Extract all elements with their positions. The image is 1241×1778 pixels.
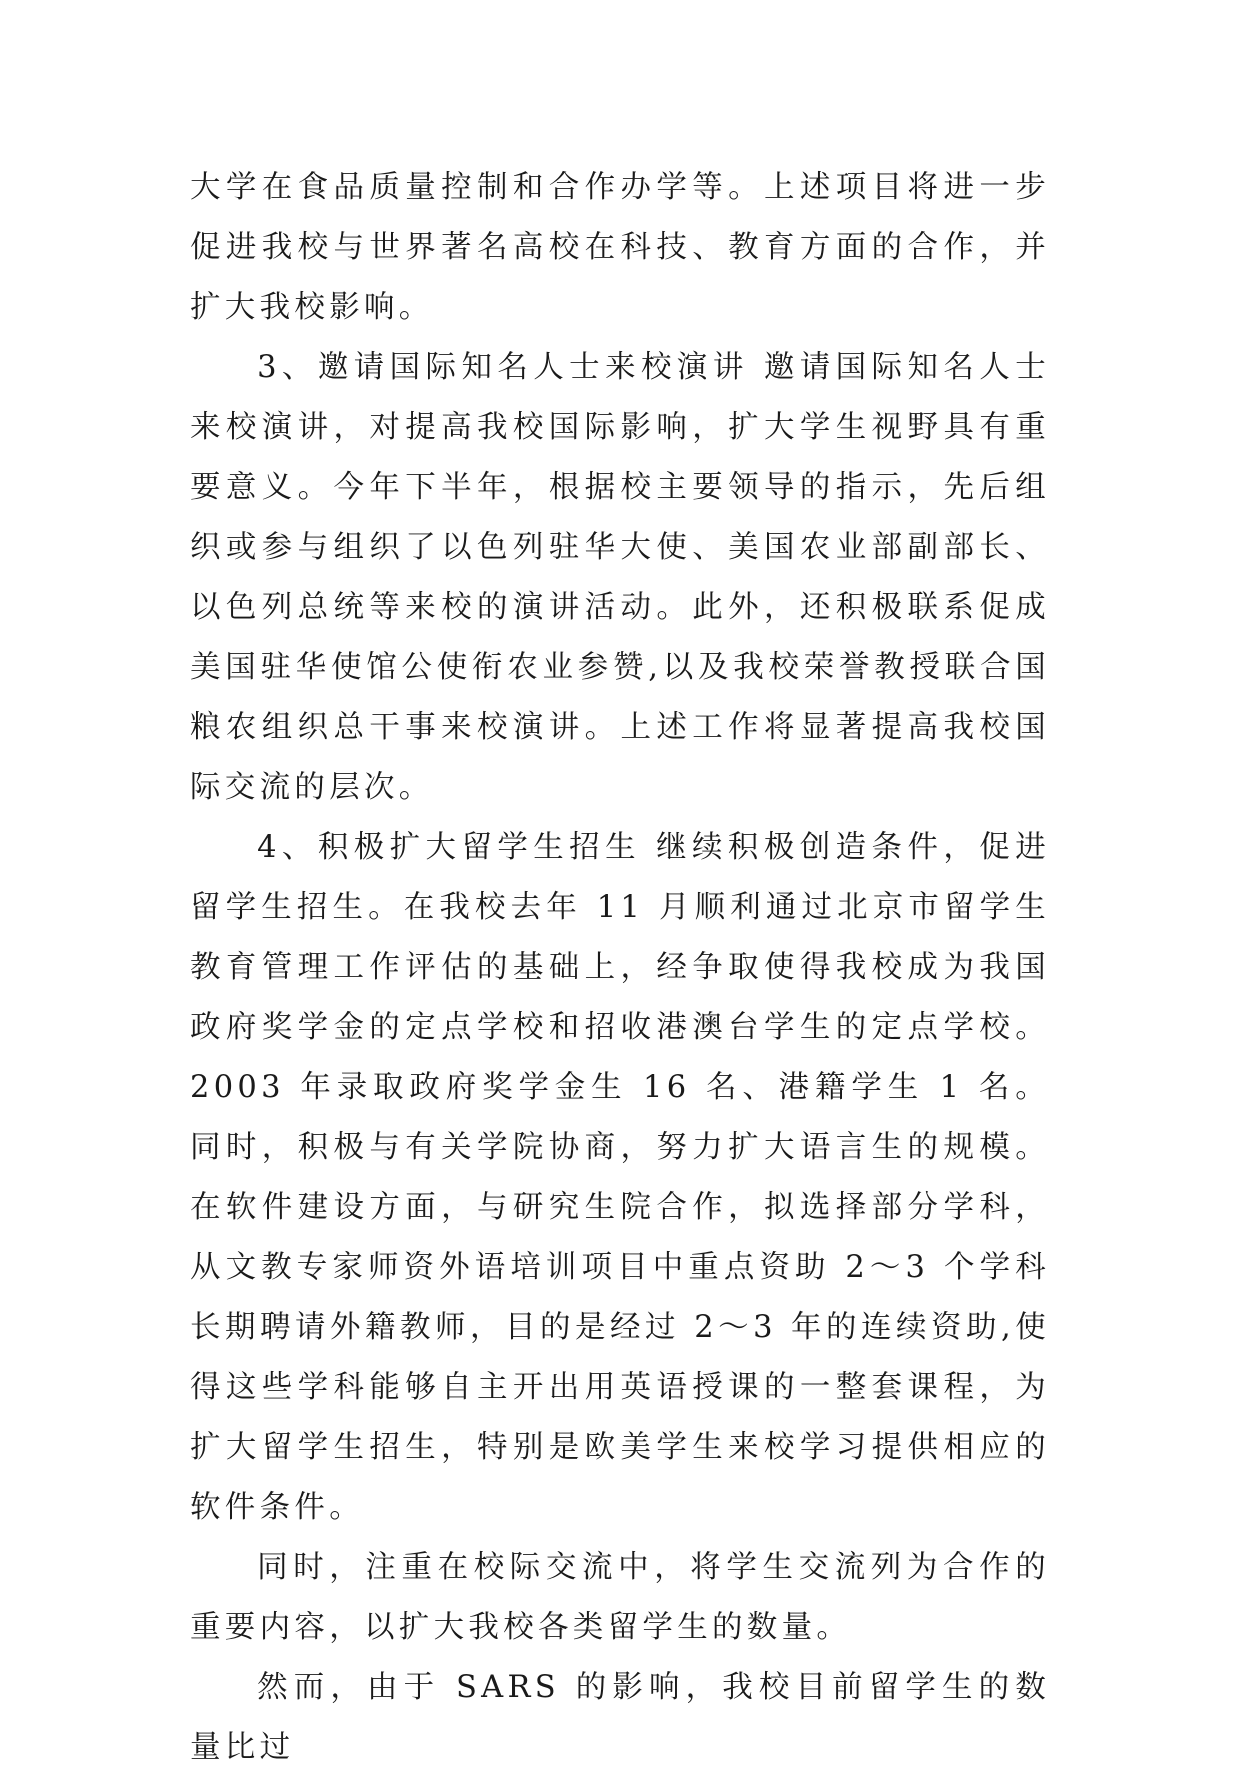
paragraph-4: 同时，注重在校际交流中，将学生交流列为合作的重要内容，以扩大我校各类留学生的数量。 <box>190 1550 1050 1645</box>
paragraph-2: 3、邀请国际知名人士来校演讲 邀请国际知名人士来校演讲，对提高我校国际影响，扩大学生视野具有重要意义。今年下半年，根据校主要领导的指示，先后组织或参与组织了以色列驻华大使、美国农业部副部长、以色列总统等来校的演讲活动。此外，还积极联系促成美国驻华使馆公使衔农业参赞,以及我校荣誉教授联合国粮农组织总干事来校演讲。上述工作将显著提高我校国际交流的层次。 <box>190 350 1050 805</box>
paragraph-3: 4、积极扩大留学生招生 继续积极创造条件，促进留学生招生。在我校去年 11 月顺利通过北京市留学生教育管理工作评估的基础上，经争取使得我校成为我国政府奖学金的定点学校和招收港澳台学生的定点学校。2003 年录取政府奖学金生 16 名、港籍学生 1 名。同时，积极与有关学院协商，努力扩大语言生的规模。在软件建设方面，与研究生院合作，拟选择部分学科，从文教专家师资外语培训项目中重点资助 2～3 个学科长期聘请外籍教师，目的是经过 2～3 年的连续资助,使得这些学科能够自主开出用英语授课的一整套课程，为扩大留学生招生，特别是欧美学生来校学习提供相应的软件条件。 <box>190 830 1050 1525</box>
paragraph-5: 然而，由于 SARS 的影响，我校目前留学生的数量比过 <box>190 1670 1050 1765</box>
document-body <box>190 158 1050 1778</box>
paragraph-1: 大学在食品质量控制和合作办学等。上述项目将进一步促进我校与世界著名高校在科技、教育方面的合作，并扩大我校影响。 <box>190 170 1050 325</box>
